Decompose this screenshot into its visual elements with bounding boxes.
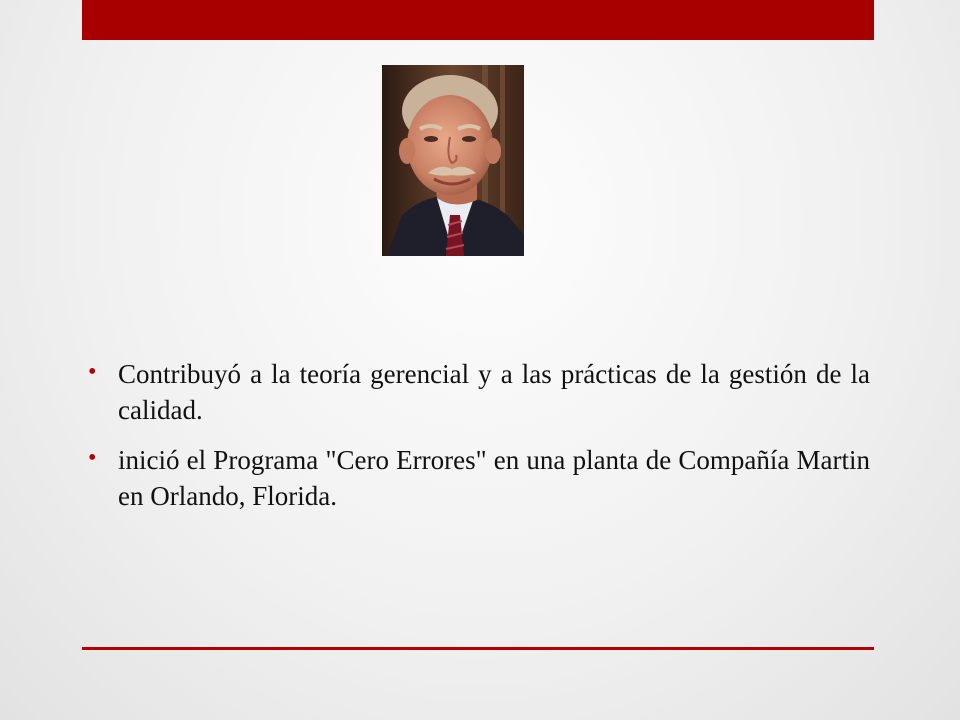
bullet-marker: • bbox=[88, 445, 97, 471]
bullet-text: Contribuyó a la teoría gerencial y a las prácticas de la gestión de la calidad. bbox=[118, 359, 870, 425]
bullet-item bbox=[88, 442, 870, 514]
header-accent-bar bbox=[82, 0, 874, 40]
bullet-list bbox=[88, 356, 870, 528]
portrait-photo bbox=[382, 65, 524, 256]
footer-divider bbox=[82, 647, 874, 650]
portrait-image bbox=[382, 65, 524, 256]
bullet-item bbox=[88, 356, 870, 428]
bullet-marker: • bbox=[88, 359, 97, 385]
bullet-text: inició el Programa "Cero Errores" en una planta de Compañía Martin en Orlando, Florida. bbox=[118, 445, 870, 511]
